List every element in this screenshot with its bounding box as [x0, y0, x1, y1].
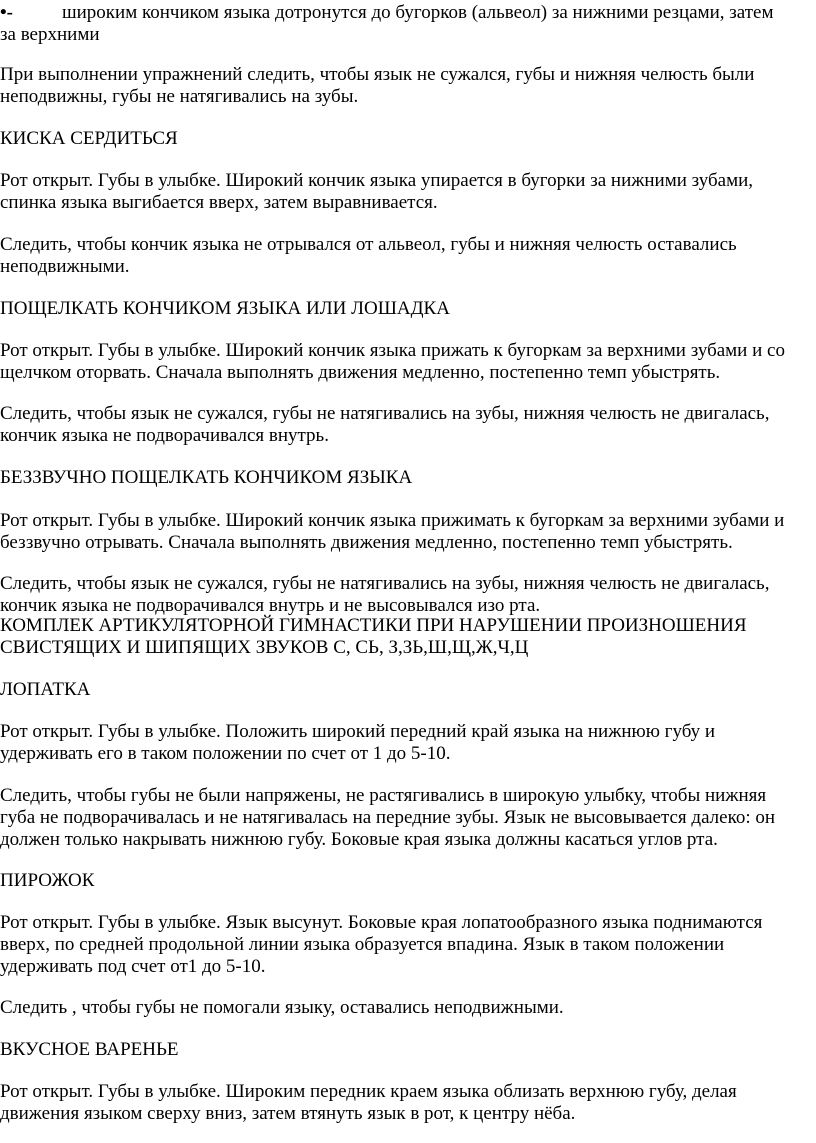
paragraph: Следить, чтобы кончик языка не отрывался от альвеол, губы и нижняя челюсть оставались неподвижными.	[0, 234, 737, 277]
paragraph: Следить, чтобы губы не были напряжены, не растягивались в широкую улыбку, чтобы нижняя губа не подворачивалась и не натягивалась на передние зубы. Язык не высовывается далеко: он должен только накрывать нижнюю губу. Боковые края языка должны касаться углов рта.	[0, 785, 776, 850]
paragraph: При выполнении упражнений следить, чтобы язык не сужался, губы и нижняя челюсть были неподвижны, губы не натягивались на зубы.	[0, 64, 755, 107]
complex-heading: КОМПЛЕК АРТИКУЛЯТОРНОЙ ГИМНАСТИКИ ПРИ НАРУШЕНИИ ПРОИЗНОШЕНИЯ СВИСТЯЩИХ И ШИПЯЩИХ ЗВУКОВ С, СЬ, З,ЗЬ,Ш,Щ,Ж,Ч,Ц	[0, 615, 747, 658]
section-heading: ЛОПАТКА	[0, 679, 91, 700]
bullet-text-line-1: широким кончиком языка дотронутся до бугорков (альвеол) за нижними резцами, затем	[62, 2, 774, 23]
paragraph: Рот открыт. Губы в улыбке. Язык высунут. Боковые края лопатообразного языка поднимаются вверх, по средней продольной линии языка образуется впадина. Язык в таком положении удерживать под счет от1 до 5-10.	[0, 912, 763, 977]
section-heading: ПИРОЖОК	[0, 870, 95, 891]
section-heading: ПОЩЕЛКАТЬ КОНЧИКОМ ЯЗЫКА ИЛИ ЛОШАДКА	[0, 298, 450, 319]
paragraph: Следить, чтобы язык не сужался, губы не натягивались на зубы, нижняя челюсть не двигалась, кончик языка не подворачивался внутрь и не высовывался изо рта.	[0, 573, 770, 616]
paragraph: Рот открыт. Губы в улыбке. Широкий кончик языка прижать к бугоркам за верхними зубами и со щелчком оторвать. Сначала выполнять движения медленно, постепенно темп убыстрять.	[0, 340, 785, 383]
paragraph: Следить, чтобы язык не сужался, губы не натягивались на зубы, нижняя челюсть не двигалась, кончик языка не подворачивался внутрь.	[0, 403, 770, 446]
section-heading: КИСКА СЕРДИТЬСЯ	[0, 128, 178, 149]
paragraph: Рот открыт. Губы в улыбке. Широкий кончик языка прижимать к бугоркам за верхними зубами и беззвучно отрывать. Сначала выполнять движения медленно, постепенно темп убыстрять.	[0, 510, 785, 553]
paragraph: Рот открыт. Губы в улыбке. Широкий кончик языка упирается в бугорки за нижними зубами, спинка языка выгибается вверх, затем выравнивается.	[0, 170, 754, 213]
paragraph: Следить , чтобы губы не помогали языку, оставались неподвижными.	[0, 997, 564, 1018]
section-heading: ВКУСНОЕ ВАРЕНЬЕ	[0, 1039, 179, 1060]
paragraph: Рот открыт. Губы в улыбке. Широким передник краем языка облизать верхнюю губу, делая движения языком сверху вниз, затем втянуть язык в рот, к центру нёба.	[0, 1081, 737, 1124]
section-heading: БЕЗЗВУЧНО ПОЩЕЛКАТЬ КОНЧИКОМ ЯЗЫКА	[0, 467, 413, 488]
bullet-text-line-2: за верхними	[0, 24, 100, 45]
bullet-marker: •-	[0, 2, 13, 23]
paragraph: Рот открыт. Губы в улыбке. Положить широкий передний край языка на нижнюю губу и удерживать его в таком положении по счет от 1 до 5-10.	[0, 721, 716, 764]
